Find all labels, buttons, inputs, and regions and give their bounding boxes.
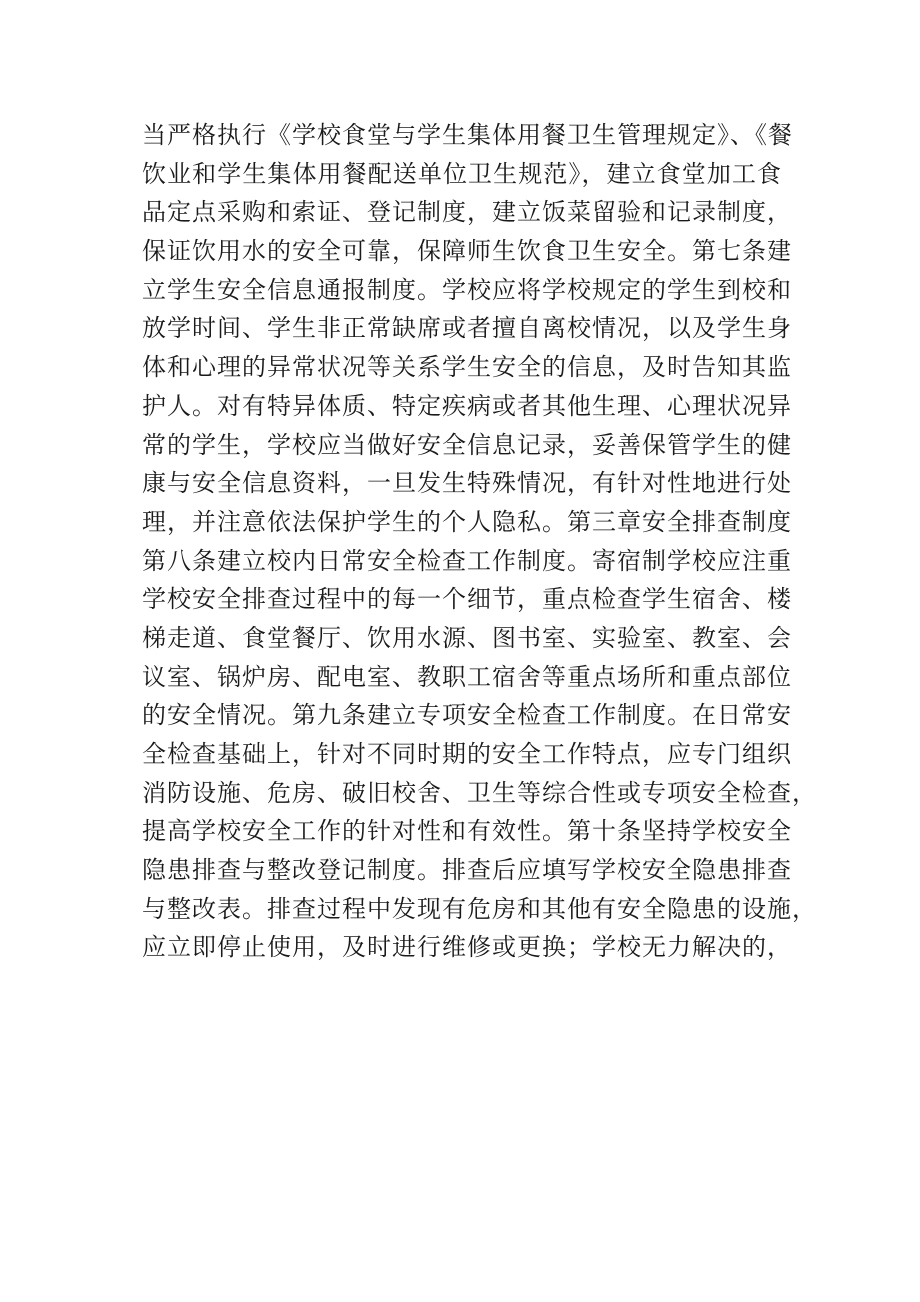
text-line: 体和心理的异常状况等关系学生安全的信息，及时告知其监 (142, 353, 792, 382)
text-line: 康与安全信息资料，一旦发生特殊情况，有针对性地进行处 (142, 469, 792, 498)
text-line: 护人。对有特异体质、特定疾病或者其他生理、心理状况异 (142, 391, 792, 420)
text-line: 当严格执行《学校食堂与学生集体用餐卫生管理规定》、《餐 (142, 121, 793, 149)
text-line: 保证饮用水的安全可靠，保障师生饮食卫生安全。第七条建 (142, 237, 792, 266)
text-line: 梯走道、食堂餐厅、饮用水源、图书室、实验室、教室、会 (142, 623, 792, 652)
text-line: 饮业和学生集体用餐配送单位卫生规范》，建立食堂加工食 (142, 159, 782, 188)
text-line: 应立即停止使用，及时进行维修或更换；学校无力解决的， (142, 933, 792, 962)
text-line: 立学生安全信息通报制度。学校应将学校规定的学生到校和 (142, 275, 792, 304)
text-line: 消防设施、危房、破旧校舍、卫生等综合性或专项安全检查， (142, 778, 817, 807)
text-line: 提高学校安全工作的针对性和有效性。第十条坚持学校安全 (142, 817, 792, 846)
text-line: 全检查基础上，针对不同时期的安全工作特点，应专门组织 (142, 740, 792, 768)
text-line: 放学时间、学生非正常缺席或者擅自离校情况，以及学生身 (142, 314, 792, 343)
text-line: 的安全情况。第九条建立专项安全检查工作制度。在日常安 (142, 701, 792, 730)
text-line: 隐患排查与整改登记制度。排查后应填写学校安全隐患排查 (142, 856, 792, 885)
text-line: 与整改表。排查过程中发现有危房和其他有安全隐患的设施， (142, 894, 817, 923)
text-line: 常的学生，学校应当做好安全信息记录，妥善保管学生的健 (142, 430, 792, 459)
body-text (142, 116, 817, 967)
text-line: 学校安全排查过程中的每一个细节，重点检查学生宿舍、楼 (142, 585, 792, 614)
text-line: 议室、锅炉房、配电室、教职工宿舍等重点场所和重点部位 (142, 662, 792, 691)
text-line: 理，并注意依法保护学生的个人隐私。第三章安全排查制度 (142, 507, 792, 536)
text-line: 第八条建立校内日常安全检查工作制度。寄宿制学校应注重 (142, 546, 792, 575)
text-line: 品定点采购和索证、登记制度，建立饭菜留验和记录制度， (142, 198, 792, 227)
